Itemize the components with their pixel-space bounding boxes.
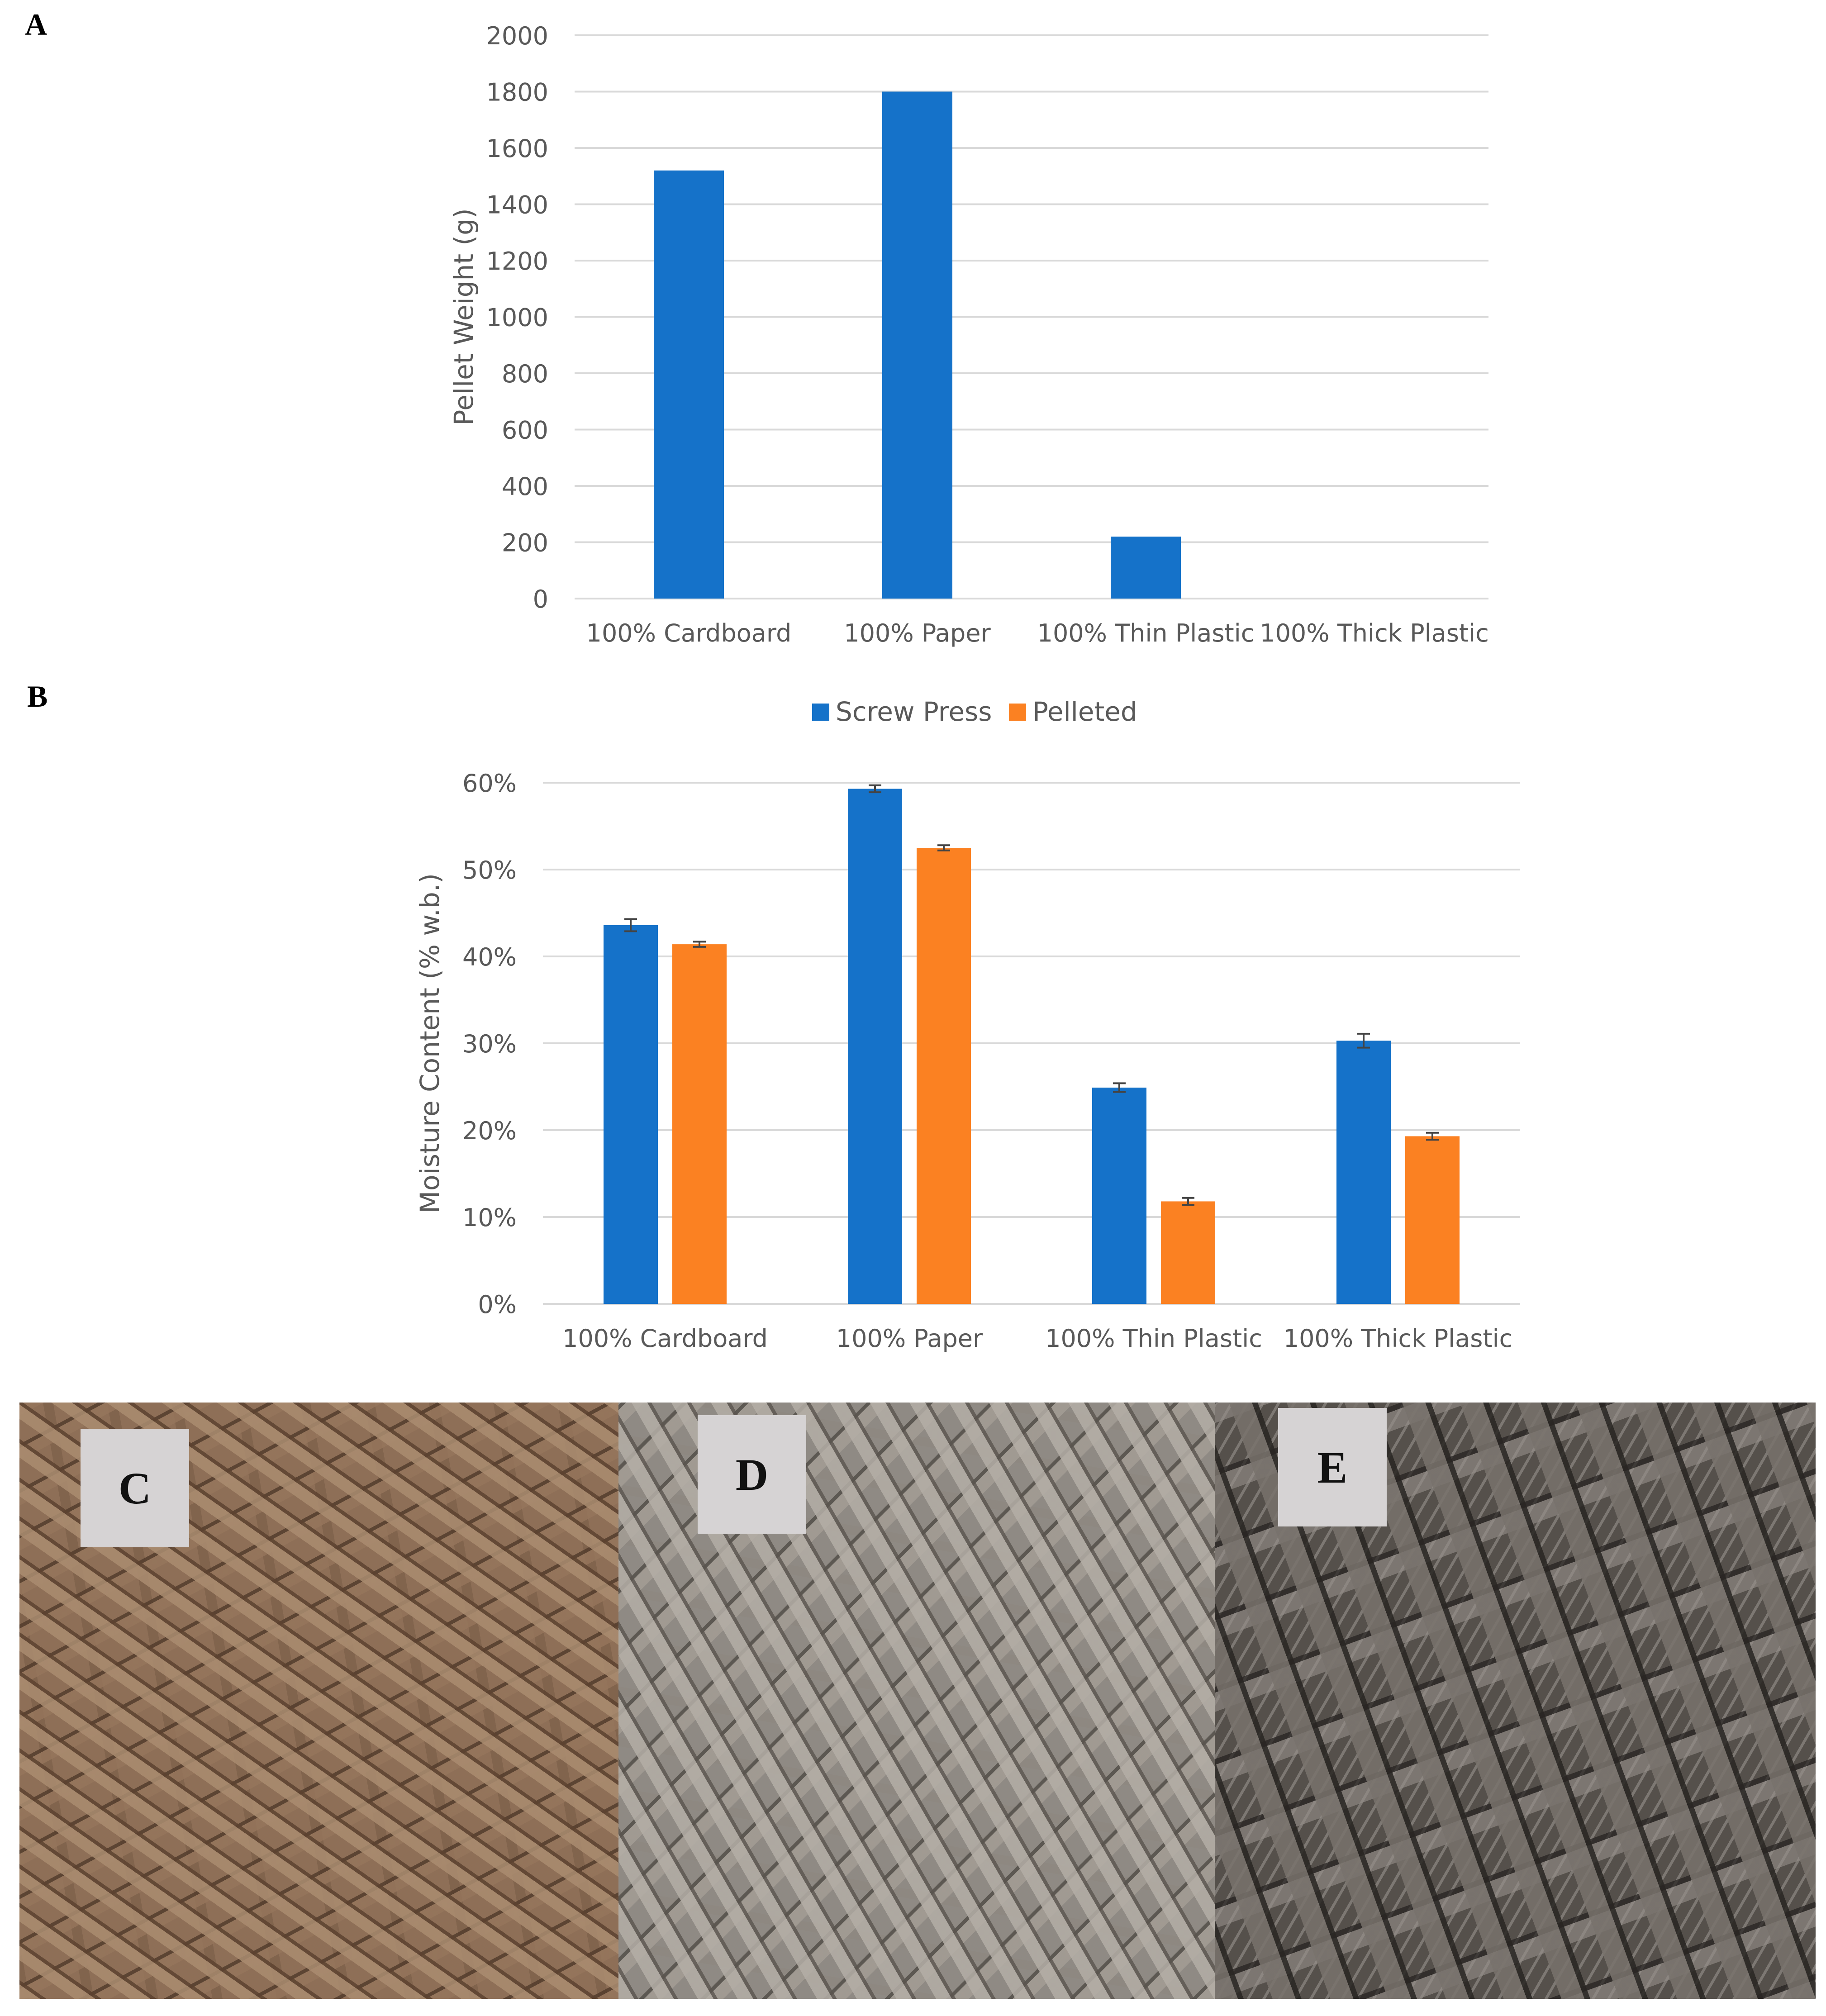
photo-label-d: D [698, 1415, 806, 1534]
x-category-label: 100% Cardboard [562, 1324, 768, 1353]
bar [654, 171, 724, 599]
photo-cardboard-pellets [19, 1403, 618, 1999]
y-tick-label: 60% [462, 769, 517, 798]
y-tick-label: 800 [501, 360, 548, 388]
photo-plastic-pellets [1215, 1403, 1816, 1999]
y-tick-label: 10% [462, 1203, 517, 1232]
y-tick-label: 400 [501, 472, 548, 501]
pellet-weight-chart [0, 0, 1826, 670]
y-tick-label: 1800 [486, 78, 548, 107]
y-axis-label: Pellet Weight (g) [448, 208, 479, 426]
bar [882, 92, 952, 599]
y-tick-label: 0 [533, 585, 548, 613]
y-tick-label: 2000 [486, 22, 548, 50]
x-category-label: 100% Paper [836, 1324, 983, 1353]
legend-swatch [1009, 704, 1026, 721]
legend-label: Pelleted [1032, 696, 1137, 727]
y-tick-label: 50% [462, 856, 517, 884]
photo-label-e: E [1278, 1408, 1387, 1526]
panel-label-b: B [27, 679, 48, 713]
moisture-content-chart [0, 679, 1826, 1384]
bar [1111, 537, 1181, 599]
y-tick-label: 40% [462, 943, 517, 971]
y-tick-label: 1200 [486, 247, 548, 276]
bar-series-1 [1161, 1201, 1215, 1304]
panel-label-a: A [25, 7, 48, 42]
y-tick-label: 200 [501, 528, 548, 557]
y-tick-label: 20% [462, 1117, 517, 1145]
y-tick-label: 0% [478, 1290, 517, 1319]
x-category-label: 100% Thick Plastic [1283, 1324, 1513, 1353]
x-category-label: 100% Paper [844, 619, 991, 647]
x-category-label: 100% Cardboard [586, 619, 792, 647]
y-tick-label: 1600 [486, 134, 548, 163]
bar-series-0 [1336, 1041, 1391, 1304]
y-tick-label: 1000 [486, 303, 548, 332]
y-axis-label: Moisture Content (% w.b.) [414, 873, 445, 1213]
legend-swatch [812, 704, 829, 721]
legend-label: Screw Press [836, 696, 992, 727]
bar-series-0 [848, 789, 902, 1304]
x-category-label: 100% Thin Plastic [1037, 619, 1255, 647]
x-category-label: 100% Thin Plastic [1045, 1324, 1262, 1353]
x-category-label: 100% Thick Plastic [1260, 619, 1489, 647]
y-tick-label: 600 [501, 416, 548, 445]
y-tick-label: 1400 [486, 190, 548, 219]
bar-series-0 [1092, 1088, 1146, 1304]
bar-series-1 [917, 848, 971, 1304]
y-tick-label: 30% [462, 1030, 517, 1058]
bar-series-0 [604, 925, 658, 1304]
photo-label-c: C [81, 1429, 189, 1547]
bar-series-1 [1405, 1136, 1460, 1304]
bar-series-1 [672, 944, 727, 1304]
pellet-photo-strip [19, 1403, 1816, 1999]
photo-paper-pellets [618, 1403, 1215, 1999]
